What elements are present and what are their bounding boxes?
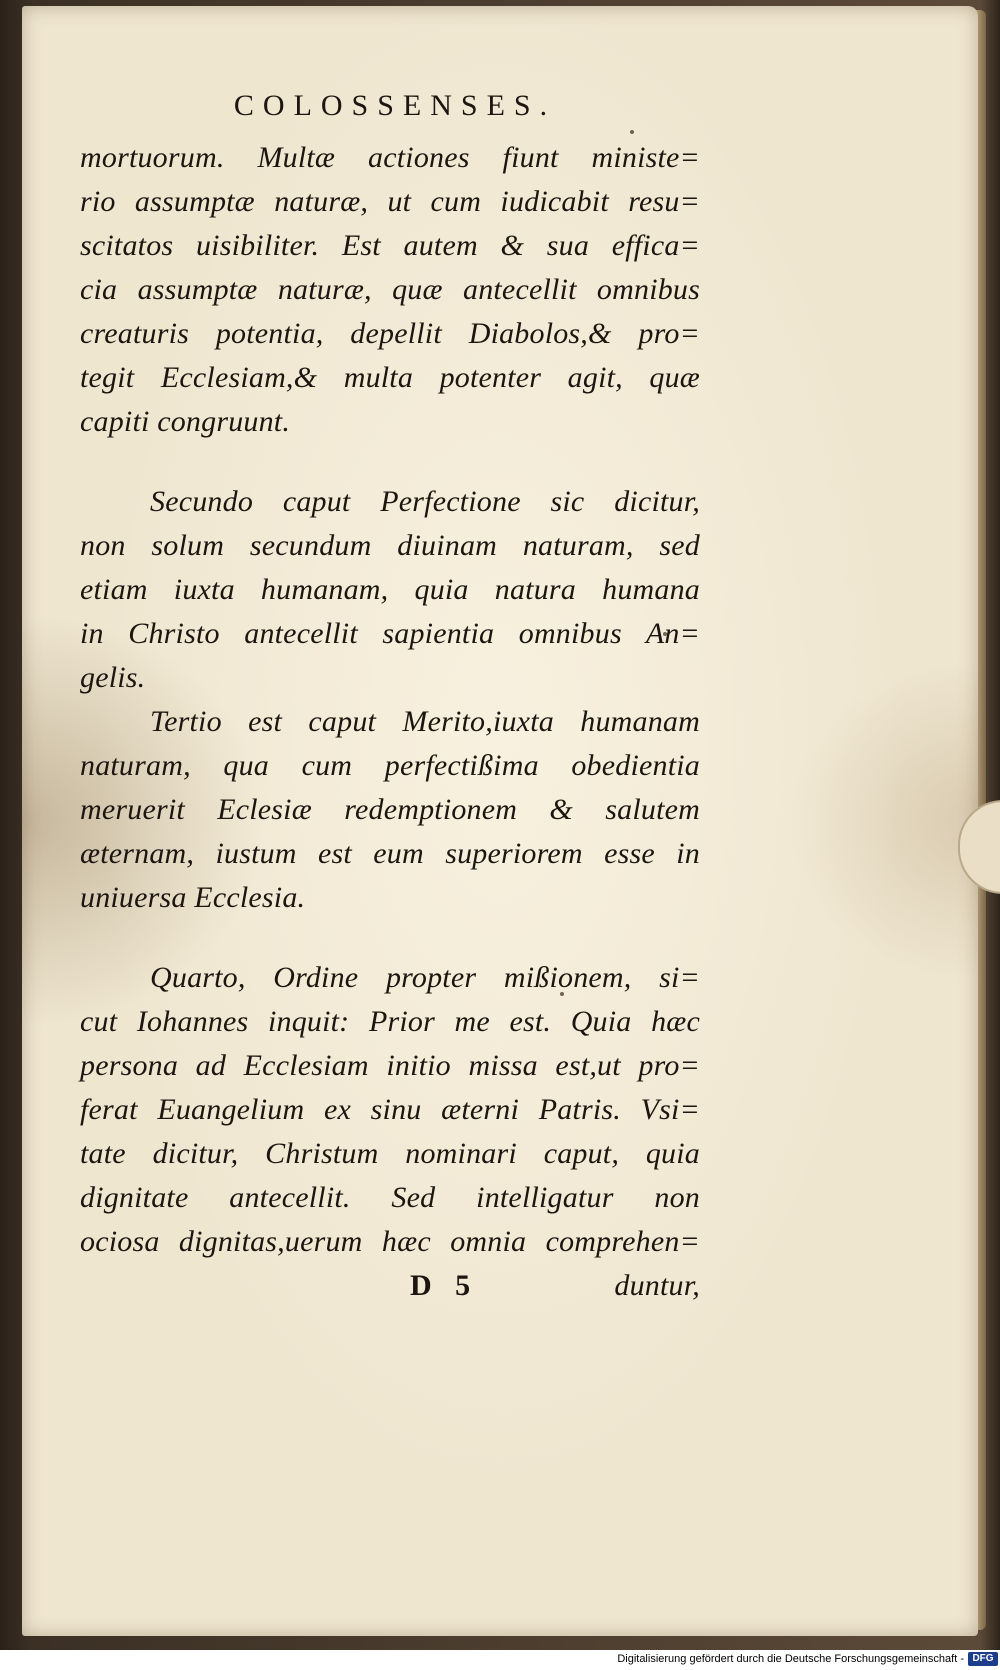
text-line: meruerit Eclesiæ redemptionem & salutem bbox=[80, 793, 700, 826]
text-line: uniuersa Ecclesia. bbox=[80, 881, 306, 914]
text-line: non solum secundum diuinam naturam, sed bbox=[80, 529, 700, 562]
text-line: ferat Euangelium ex sinu æterni Patris. Vsi= bbox=[80, 1093, 700, 1126]
page-text bbox=[80, 84, 700, 1308]
text-line: cia assumptæ naturæ, quæ antecellit omnibus bbox=[80, 273, 700, 306]
text-line: persona ad Ecclesiam initio missa est,ut pro= bbox=[80, 1049, 700, 1082]
text-line: Secundo caput Perfectione sic dicitur, bbox=[150, 485, 700, 518]
dfg-logo: DFG bbox=[968, 1652, 998, 1666]
text-line: in Christo antecellit sapientia omnibus An= bbox=[80, 617, 700, 650]
text-line: mortuorum. Multæ actiones fiunt ministe= bbox=[80, 141, 700, 174]
text-line: æternam, iustum est eum superiorem esse in bbox=[80, 837, 700, 870]
text-line: cut Iohannes inquit: Prior me est. Quia hæc bbox=[80, 1005, 700, 1038]
text-line: rio assumptæ naturæ, ut cum iudicabit resu= bbox=[80, 185, 700, 218]
paragraph-4 bbox=[80, 956, 700, 1264]
paragraph-2 bbox=[80, 480, 700, 700]
funding-credit: Digitalisierung gefördert durch die Deutsche Forschungsgemeinschaft - bbox=[617, 1653, 964, 1665]
text-line: scitatos uisibiliter. Est autem & sua effica= bbox=[80, 229, 700, 262]
text-line: Quarto, Ordine propter mißionem, si= bbox=[150, 961, 700, 994]
signature-mark: D 5 bbox=[410, 1269, 479, 1302]
text-line: etiam iuxta humanam, quia natura humana bbox=[80, 573, 700, 606]
text-line: creaturis potentia, depellit Diabolos,& pro= bbox=[80, 317, 700, 350]
text-line: gelis. bbox=[80, 661, 146, 694]
paragraph-1 bbox=[80, 136, 700, 444]
text-line: capiti congruunt. bbox=[80, 405, 291, 438]
text-line: Tertio est caput Merito,iuxta humanam bbox=[150, 705, 700, 738]
text-line: dignitate antecellit. Sed intelligatur non bbox=[80, 1181, 700, 1214]
text-line: tate dicitur, Christum nominari caput, quia bbox=[80, 1137, 700, 1170]
text-line: tegit Ecclesiam,& multa potenter agit, quæ bbox=[80, 361, 700, 394]
running-head: COLOSSENSES. bbox=[233, 89, 557, 122]
text-line: ociosa dignitas,uerum hæc omnia comprehen= bbox=[80, 1225, 700, 1258]
page-foot bbox=[80, 1264, 700, 1308]
catchword: duntur, bbox=[614, 1269, 700, 1302]
text-line: naturam, qua cum perfectißima obedientia bbox=[80, 749, 700, 782]
paragraph-3 bbox=[80, 700, 700, 920]
